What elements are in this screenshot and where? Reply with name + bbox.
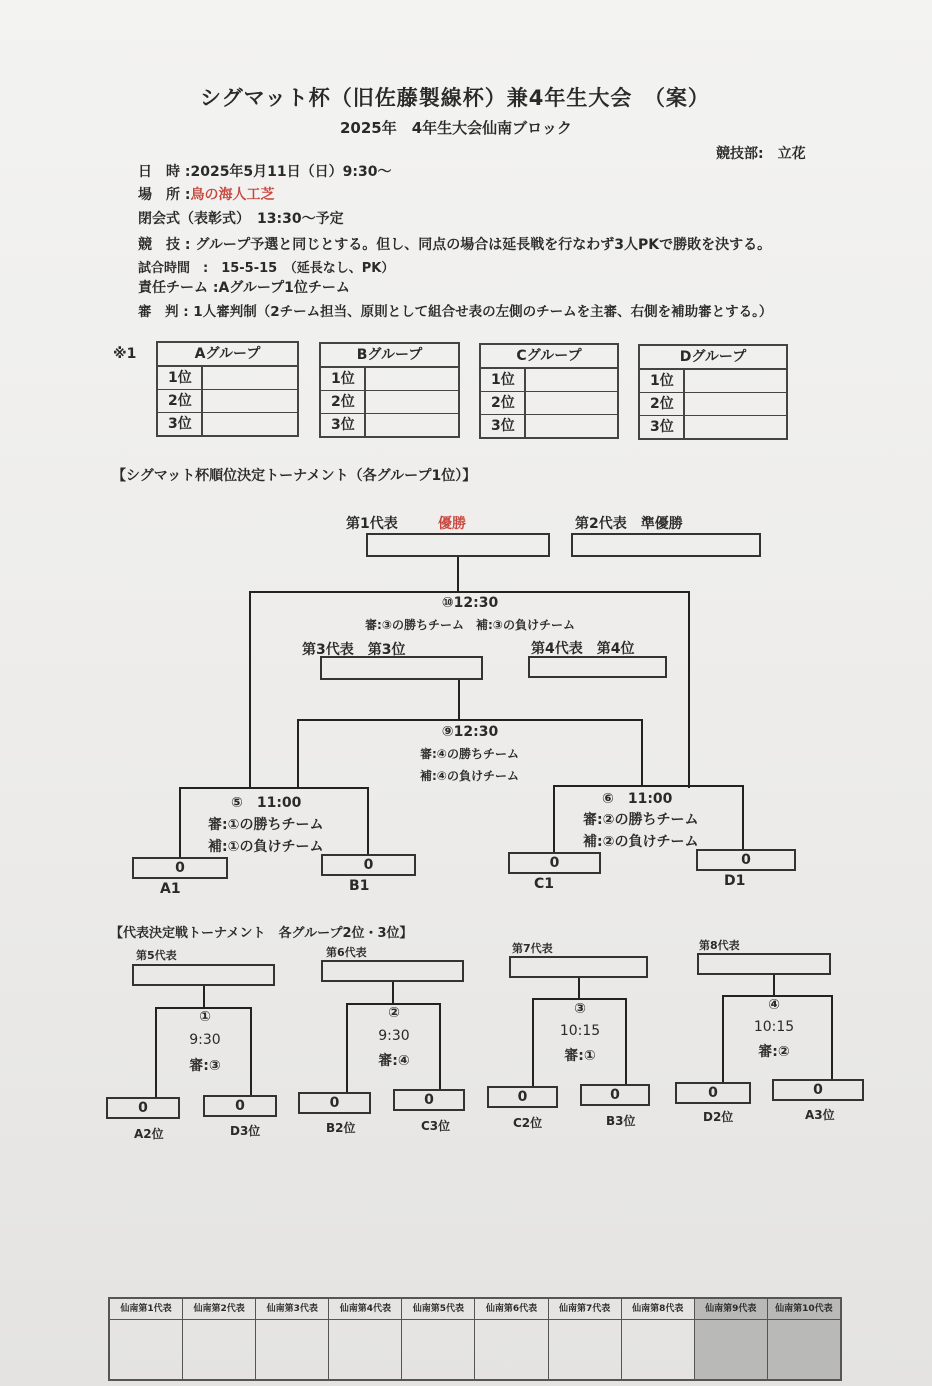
m4-number: ④ — [768, 997, 780, 1013]
rep3-label: 第3代表 第3位 — [302, 642, 406, 658]
m2-number: ② — [388, 1005, 400, 1021]
semi5-referee: 審:①の勝ちチーム — [208, 817, 324, 833]
rep5-label: 第5代表 — [136, 949, 177, 962]
m4-left-arm — [722, 995, 724, 1082]
group-c-rank-2: 2位 — [481, 392, 526, 414]
rep-tournament-heading: 【代表決定戦トーナメント 各グループ2位・3位】 — [110, 926, 413, 941]
summary-col-8 — [622, 1299, 695, 1379]
m4-left-team: D2位 — [703, 1110, 734, 1124]
group-table-b — [319, 342, 460, 438]
team-b1-label: B1 — [349, 878, 370, 894]
main-tournament-heading: 【シグマット杯順位決定トーナメント（各グループ1位）】 — [112, 468, 477, 484]
third-assist: 補:④の負けチーム — [420, 769, 519, 783]
rep3-box[interactable] — [320, 656, 483, 680]
summary-cell-1[interactable] — [110, 1320, 182, 1379]
rep4-box[interactable] — [528, 656, 667, 678]
team-d1-label: D1 — [724, 873, 746, 889]
group-d-team-1[interactable] — [685, 370, 786, 392]
m3-left-arm — [532, 998, 534, 1086]
summary-cell-4[interactable] — [329, 1320, 401, 1379]
team-b1-score[interactable]: 0 — [321, 854, 416, 876]
m1-left-score[interactable]: 0 — [106, 1097, 180, 1119]
m2-stem — [392, 982, 394, 1003]
m3-bar — [532, 998, 627, 1000]
groups-note: ※1 — [113, 346, 137, 362]
summary-header-9: 仙南第9代表 — [695, 1299, 767, 1320]
group-d-team-2[interactable] — [685, 393, 786, 415]
m2-right-team: C3位 — [421, 1119, 451, 1133]
m4-right-team: A3位 — [805, 1108, 835, 1122]
final-bar — [249, 591, 690, 593]
final-referee: 審:③の勝ちチーム 補:③の負けチーム — [365, 618, 575, 632]
summary-cell-3[interactable] — [256, 1320, 328, 1379]
semi6-bar — [553, 785, 744, 787]
summary-cell-9[interactable] — [695, 1320, 767, 1379]
summary-header-5: 仙南第5代表 — [402, 1299, 474, 1320]
group-c-rank-3: 3位 — [481, 415, 526, 437]
m3-right-arm — [625, 998, 627, 1084]
team-c1-label: C1 — [534, 876, 555, 892]
final-time: ⑩12:30 — [441, 595, 499, 611]
team-a1-score[interactable]: 0 — [132, 857, 228, 879]
summary-header-1: 仙南第1代表 — [110, 1299, 182, 1320]
summary-header-3: 仙南第3代表 — [256, 1299, 328, 1320]
group-b-rank-3: 3位 — [321, 414, 366, 436]
m2-right-score[interactable]: 0 — [393, 1089, 465, 1111]
summary-header-10: 仙南第10代表 — [768, 1299, 840, 1320]
rep1-result: 優勝 — [438, 516, 466, 532]
info-rules: 競 技 : グループ予選と同じとする。但し、同点の場合は延長戦を行なわず3人PKで勝敗を決する。 — [138, 237, 772, 253]
m1-right-team: D3位 — [230, 1124, 261, 1138]
third-stem — [458, 680, 460, 720]
m1-right-arm — [250, 1007, 252, 1096]
semi6-referee: 審:②の勝ちチーム — [583, 812, 699, 828]
m2-time: 9:30 — [378, 1028, 410, 1044]
m2-left-team: B2位 — [326, 1121, 356, 1135]
rep7-box[interactable] — [509, 956, 648, 978]
m3-right-team: B3位 — [606, 1114, 636, 1128]
m1-time: 9:30 — [189, 1032, 221, 1048]
info-responsible: 責任チーム :Aグループ1位チーム — [138, 280, 350, 296]
final-left-arm — [249, 591, 251, 788]
summary-cell-5[interactable] — [402, 1320, 474, 1379]
summary-col-7 — [549, 1299, 622, 1379]
group-d-name: Dグループ — [640, 346, 786, 370]
summary-header-6: 仙南第6代表 — [475, 1299, 547, 1320]
team-a1-label: A1 — [160, 881, 181, 897]
final-right-arm — [688, 591, 690, 788]
m1-left-arm — [155, 1007, 157, 1097]
group-table-a — [156, 341, 299, 437]
m1-stem — [203, 986, 205, 1007]
m4-right-arm — [831, 995, 833, 1080]
summary-cell-2[interactable] — [183, 1320, 255, 1379]
m4-time: 10:15 — [753, 1019, 795, 1035]
summary-cell-7[interactable] — [549, 1320, 621, 1379]
group-a-team-2[interactable] — [203, 390, 297, 412]
rep4-label: 第4代表 第4位 — [531, 641, 635, 657]
summary-header-8: 仙南第8代表 — [622, 1299, 694, 1320]
group-a-rank-1: 1位 — [158, 367, 203, 389]
info-venue-label: 場 所 : — [138, 187, 191, 203]
summary-header-7: 仙南第7代表 — [549, 1299, 621, 1320]
group-b-name: Bグループ — [321, 344, 458, 368]
third-left-arm — [297, 719, 299, 789]
m4-stem — [773, 975, 775, 996]
group-c-rank-1: 1位 — [481, 369, 526, 391]
m3-number: ③ — [574, 1001, 586, 1017]
m4-referee: 審:② — [758, 1044, 790, 1060]
group-a-team-1[interactable] — [203, 367, 297, 389]
rep2-label: 第2代表 準優勝 — [575, 516, 683, 532]
m1-number: ① — [199, 1009, 211, 1025]
summary-col-3 — [256, 1299, 329, 1379]
rep6-box[interactable] — [321, 960, 464, 982]
group-b-team-1[interactable] — [366, 368, 458, 390]
m2-left-score[interactable]: 0 — [298, 1092, 371, 1114]
semi5-left-arm — [179, 787, 181, 857]
m3-referee: 審:① — [564, 1048, 596, 1064]
group-table-c — [479, 343, 619, 439]
semi6-assist: 補:②の負けチーム — [583, 834, 699, 850]
group-b-rank-2: 2位 — [321, 391, 366, 413]
info-closing: 閉会式（表彰式） 13:30～予定 — [138, 211, 344, 227]
group-a-name: Aグループ — [158, 343, 297, 367]
department-label: 競技部: 立花 — [716, 146, 806, 162]
group-b-team-3[interactable] — [366, 414, 458, 436]
group-b-team-2[interactable] — [366, 391, 458, 413]
group-a-rank-3: 3位 — [158, 413, 203, 435]
group-d-rank-1: 1位 — [640, 370, 685, 392]
m3-left-score[interactable]: 0 — [487, 1086, 558, 1108]
third-time: ⑨12:30 — [441, 724, 499, 740]
summary-col-2 — [183, 1299, 256, 1379]
summary-col-5 — [402, 1299, 475, 1379]
page-title: シグマット杯（旧佐藤製線杯）兼4年生大会 （案） — [200, 86, 710, 110]
semi5-assist: 補:①の負けチーム — [208, 839, 324, 855]
group-a-team-3[interactable] — [203, 413, 297, 435]
rep8-label: 第8代表 — [699, 939, 740, 952]
group-d-team-3[interactable] — [685, 416, 786, 438]
third-right-arm — [641, 719, 643, 785]
summary-col-6 — [475, 1299, 548, 1379]
m3-time: 10:15 — [559, 1023, 601, 1039]
group-c-team-1[interactable] — [526, 369, 617, 391]
summary-cell-6[interactable] — [475, 1320, 547, 1379]
semi5-time: ⑤ 11:00 — [231, 795, 302, 811]
third-bar — [297, 719, 643, 721]
summary-col-10 — [768, 1299, 840, 1379]
group-b-rank-1: 1位 — [321, 368, 366, 390]
info-date: 日 時 :2025年5月11日（日）9:30～ — [138, 164, 392, 180]
m3-left-team: C2位 — [513, 1116, 543, 1130]
semi6-time: ⑥ 11:00 — [602, 791, 673, 807]
rep5-box[interactable] — [132, 964, 275, 986]
page-subtitle: 2025年 4年生大会仙南ブロック — [340, 119, 572, 137]
rep7-label: 第7代表 — [512, 942, 553, 955]
summary-table — [108, 1297, 842, 1381]
m3-stem — [578, 978, 580, 999]
rep1-box[interactable] — [366, 533, 550, 557]
team-c1-score[interactable]: 0 — [508, 852, 601, 874]
m1-left-team: A2位 — [134, 1127, 164, 1141]
m1-referee: 審:③ — [189, 1058, 221, 1074]
final-stem — [457, 557, 459, 592]
summary-header-4: 仙南第4代表 — [329, 1299, 401, 1320]
info-match-time: 試合時間 : 15-5-15 （延長なし、PK） — [138, 261, 395, 276]
group-table-d — [638, 344, 788, 440]
m4-right-score[interactable]: 0 — [772, 1079, 864, 1101]
rep6-label: 第6代表 — [326, 946, 367, 959]
info-venue-value: 鳥の海人工芝 — [190, 187, 275, 203]
m2-right-arm — [439, 1003, 441, 1089]
m4-left-score[interactable]: 0 — [675, 1082, 751, 1104]
group-a-rank-2: 2位 — [158, 390, 203, 412]
team-d1-score[interactable]: 0 — [696, 849, 796, 871]
summary-cell-10[interactable] — [768, 1320, 840, 1379]
semi6-left-arm — [553, 785, 555, 852]
third-referee: 審:④の勝ちチーム — [420, 747, 519, 761]
info-referee: 審 判 : 1人審判制（2チーム担当、原則として組合せ表の左側のチームを主審、右側を補助審とする。） — [138, 304, 773, 320]
rep8-box[interactable] — [697, 953, 831, 975]
summary-cell-8[interactable] — [622, 1320, 694, 1379]
summary-col-9 — [695, 1299, 768, 1379]
group-d-rank-3: 3位 — [640, 416, 685, 438]
summary-col-1 — [110, 1299, 183, 1379]
group-d-rank-2: 2位 — [640, 393, 685, 415]
rep2-box[interactable] — [571, 533, 761, 557]
m2-referee: 審:④ — [378, 1053, 410, 1069]
group-c-team-2[interactable] — [526, 392, 617, 414]
m3-right-score[interactable]: 0 — [580, 1084, 650, 1106]
semi5-right-arm — [367, 787, 369, 854]
semi6-right-arm — [742, 785, 744, 850]
summary-col-4 — [329, 1299, 402, 1379]
summary-header-2: 仙南第2代表 — [183, 1299, 255, 1320]
rep1-label: 第1代表 — [346, 516, 398, 532]
semi5-bar — [179, 787, 369, 789]
group-c-team-3[interactable] — [526, 415, 617, 437]
group-c-name: Cグループ — [481, 345, 617, 369]
m1-right-score[interactable]: 0 — [203, 1095, 277, 1117]
info-venue — [138, 184, 274, 204]
m2-left-arm — [346, 1003, 348, 1092]
